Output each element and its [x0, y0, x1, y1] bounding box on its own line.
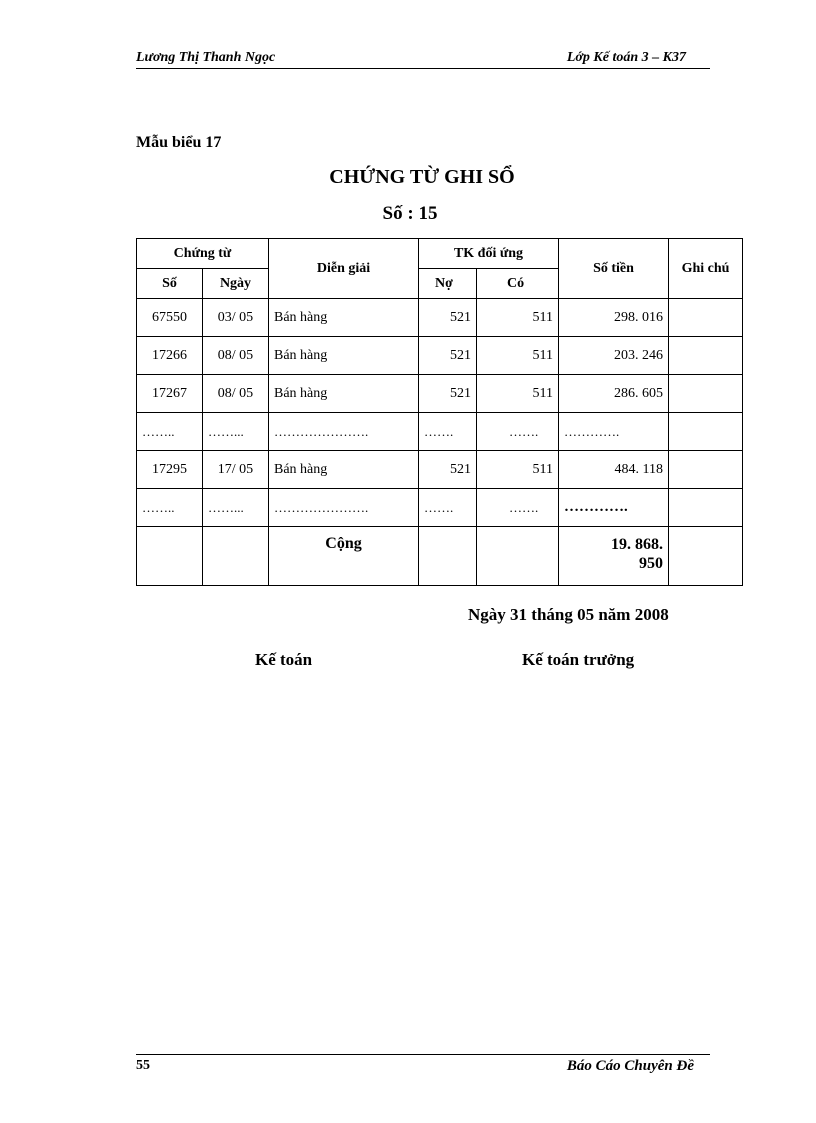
cell-amount: 286. 605 [559, 375, 669, 413]
header-note: Ghi chú [669, 239, 743, 299]
cell-description: …………………. [269, 489, 419, 527]
cell-description: Bán hàng [269, 375, 419, 413]
cell-note [669, 489, 743, 527]
cell-debit: 521 [419, 299, 477, 337]
header-amount: Số tiền [559, 239, 669, 299]
header-credit: Có [477, 269, 559, 299]
cell-no: 17266 [137, 337, 203, 375]
class-name: Lớp Kế toán 3 – K37 [566, 50, 686, 65]
header-date: Ngày [203, 269, 269, 299]
cell-description: Bán hàng [269, 299, 419, 337]
cell-credit: 511 [477, 299, 559, 337]
cell-amount: 484. 118 [559, 451, 669, 489]
cell-note [669, 337, 743, 375]
cell-credit: 511 [477, 375, 559, 413]
table-row-ellipsis [137, 489, 743, 527]
table-row [137, 299, 743, 337]
cell-description: Bán hàng [269, 451, 419, 489]
cell-date: 17/ 05 [203, 451, 269, 489]
cell-empty [203, 527, 269, 586]
cell-note [669, 451, 743, 489]
cell-date: ……... [203, 489, 269, 527]
form-label: Mẫu biểu 17 [136, 134, 222, 151]
cell-description: …………………. [269, 413, 419, 451]
author-name: Lương Thị Thanh Ngọc [136, 50, 276, 65]
cell-empty [419, 527, 477, 586]
total-amount-line1: 19. 868. [611, 536, 663, 553]
cell-date: 03/ 05 [203, 299, 269, 337]
cell-date: 08/ 05 [203, 337, 269, 375]
header-description: Diễn giải [269, 239, 419, 299]
cell-date: ……... [203, 413, 269, 451]
document-title: CHỨNG TỪ GHI SỔ [329, 166, 515, 188]
cell-empty [669, 527, 743, 586]
date-line: Ngày 31 tháng 05 năm 2008 [468, 605, 669, 624]
cell-debit: ……. [419, 489, 477, 527]
cell-amount: …………. [559, 489, 669, 527]
cell-debit: 521 [419, 375, 477, 413]
table-row-ellipsis [137, 413, 743, 451]
table-row [137, 375, 743, 413]
cell-no: 67550 [137, 299, 203, 337]
cell-note [669, 413, 743, 451]
cell-credit: ……. [477, 489, 559, 527]
footer-title: Báo Cáo Chuyên Đề [566, 1058, 694, 1074]
cell-amount: 203. 246 [559, 337, 669, 375]
ledger-table [136, 238, 743, 586]
cell-note [669, 299, 743, 337]
cell-credit: 511 [477, 451, 559, 489]
footer-divider [136, 1054, 710, 1055]
cell-no: …….. [137, 413, 203, 451]
total-label: Cộng [269, 527, 419, 586]
cell-credit: ……. [477, 413, 559, 451]
chief-accountant-signature: Kế toán trưởng [522, 650, 635, 669]
table-row [137, 451, 743, 489]
header-debit: Nợ [419, 269, 477, 299]
page-header [136, 50, 710, 69]
cell-credit: 511 [477, 337, 559, 375]
cell-note [669, 375, 743, 413]
cell-debit: 521 [419, 337, 477, 375]
cell-debit: ……. [419, 413, 477, 451]
cell-date: 08/ 05 [203, 375, 269, 413]
cell-debit: 521 [419, 451, 477, 489]
cell-amount: …………. [559, 413, 669, 451]
cell-no: 17267 [137, 375, 203, 413]
accountant-signature: Kế toán [255, 650, 313, 669]
document-number: Số : 15 [382, 203, 438, 224]
cell-empty [477, 527, 559, 586]
table-row [137, 337, 743, 375]
header-voucher: Chứng từ [137, 239, 269, 269]
cell-empty [137, 527, 203, 586]
cell-no: 17295 [137, 451, 203, 489]
header-account: TK đối ứng [419, 239, 559, 269]
cell-amount: 298. 016 [559, 299, 669, 337]
header-no: Số [137, 269, 203, 299]
total-amount-line2: 950 [639, 555, 663, 572]
cell-description: Bán hàng [269, 337, 419, 375]
page-number: 55 [136, 1058, 150, 1073]
total-amount [559, 527, 669, 586]
total-row [137, 527, 743, 586]
cell-no: …….. [137, 489, 203, 527]
